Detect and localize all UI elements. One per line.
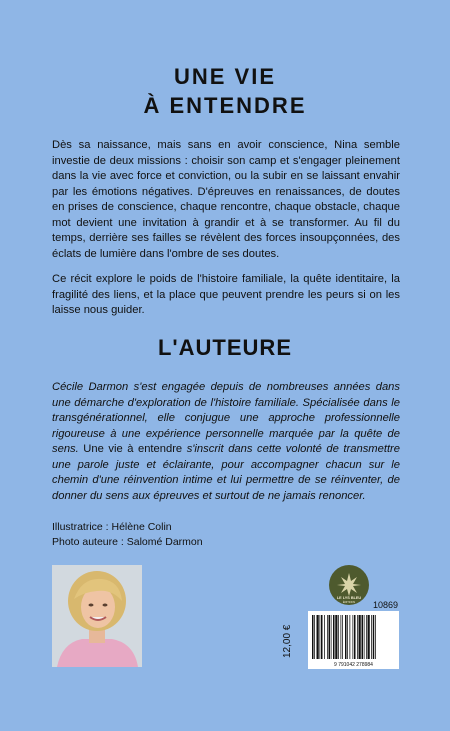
isbn-digits: 9 791042 278984 (334, 662, 373, 668)
barcode-bar (320, 615, 321, 659)
book-title-line1: UNE VIE (173, 64, 277, 89)
barcode (308, 611, 399, 669)
barcode-bar (312, 615, 314, 659)
barcode-bar (324, 615, 325, 659)
barcode-bar (342, 615, 343, 659)
barcode-bar (371, 615, 372, 659)
barcode-bar (347, 615, 348, 659)
barcode-bar (359, 615, 361, 659)
author-photo (52, 565, 142, 667)
summary-paragraph-1: Dès sa naissance, mais sans en avoir conscience, Nina semble investie de deux missions : choisir son camp et s'engager pleinement dans la vie avec force et conviction, ou la subir en se laissant envahir par les émotions négatives. D'épreuves en renaissances, de doutes en prises de conscience, chaque rencontre, chaque obstacle, chaque mot devient une invitation à grandir et à se transformer. Au fil du temps, derrière ses failles se révèlent des forces insoupçonnées, des éclats de lumière dans l'ombre de ses doutes. (52, 139, 400, 260)
book-title-line2: À ENTENDRE (143, 93, 307, 118)
barcode-bar (350, 615, 351, 659)
lily-logo-icon (329, 565, 369, 605)
barcode-bar (375, 615, 376, 659)
barcode-bar (373, 615, 375, 659)
book-code: 10869 (373, 600, 399, 610)
barcode-bar (335, 615, 337, 659)
illustration-credit: Illustratrice : Hélène Colin (52, 521, 172, 533)
barcode-bar (353, 615, 354, 659)
publisher-name: LE LYS BLEU (336, 596, 362, 600)
barcode-bar (338, 615, 339, 659)
publisher-logo (329, 565, 369, 605)
barcode-bar (329, 615, 331, 659)
bio-part3: s'inscrit dans cette volonté de transmettre une parole juste et éclairante, pour accompagner chacun sur le chemin d'une réinvention intime et lui permettre de se réinventer, de donner du sens aux épreuves et surtout de ne jamais renoncer. (52, 443, 400, 502)
photo-credit: Photo auteure : Salomé Darmon (52, 536, 203, 548)
bio-part1: Cécile Darmon s'est engagée depuis de nombreuses années dans une démarche d'exploration de l'histoire familiale. Spécialisée dans le transgénérationnel, elle conjugue une approche professionnelle rigoureuse à une expérience personnelle marquée par la quête de sens. (52, 381, 400, 455)
barcode-bar (321, 615, 323, 659)
barcode-bar (341, 615, 342, 659)
barcode-bar (345, 615, 347, 659)
summary-paragraph-2: Ce récit explore le poids de l'histoire familiale, la quête identitaire, la fragilité des liens, et la place que peuvent prendre les peurs si on les laisse nous guider. (52, 273, 400, 316)
publisher-sub: ÉDITIONS (342, 601, 356, 604)
barcode-bar (314, 615, 315, 659)
barcode-bar (354, 615, 356, 659)
barcode-bar (366, 615, 367, 659)
barcode-bar (333, 615, 335, 659)
barcode-bar (327, 615, 328, 659)
author-heading: L'AUTEURE (157, 335, 292, 360)
barcode-bar (357, 615, 358, 659)
bio-book-title: Une vie à entendre (83, 443, 183, 455)
barcode-bar (317, 615, 319, 659)
barcode-bar (331, 615, 332, 659)
barcode-bar (368, 615, 370, 659)
price: 12,00 € (282, 624, 293, 658)
author-portrait-icon (52, 565, 142, 667)
author-bio (52, 380, 400, 504)
barcode-icon (308, 611, 399, 669)
barcode-bar (364, 615, 365, 659)
barcode-bar (362, 615, 364, 659)
book-title (0, 62, 450, 120)
